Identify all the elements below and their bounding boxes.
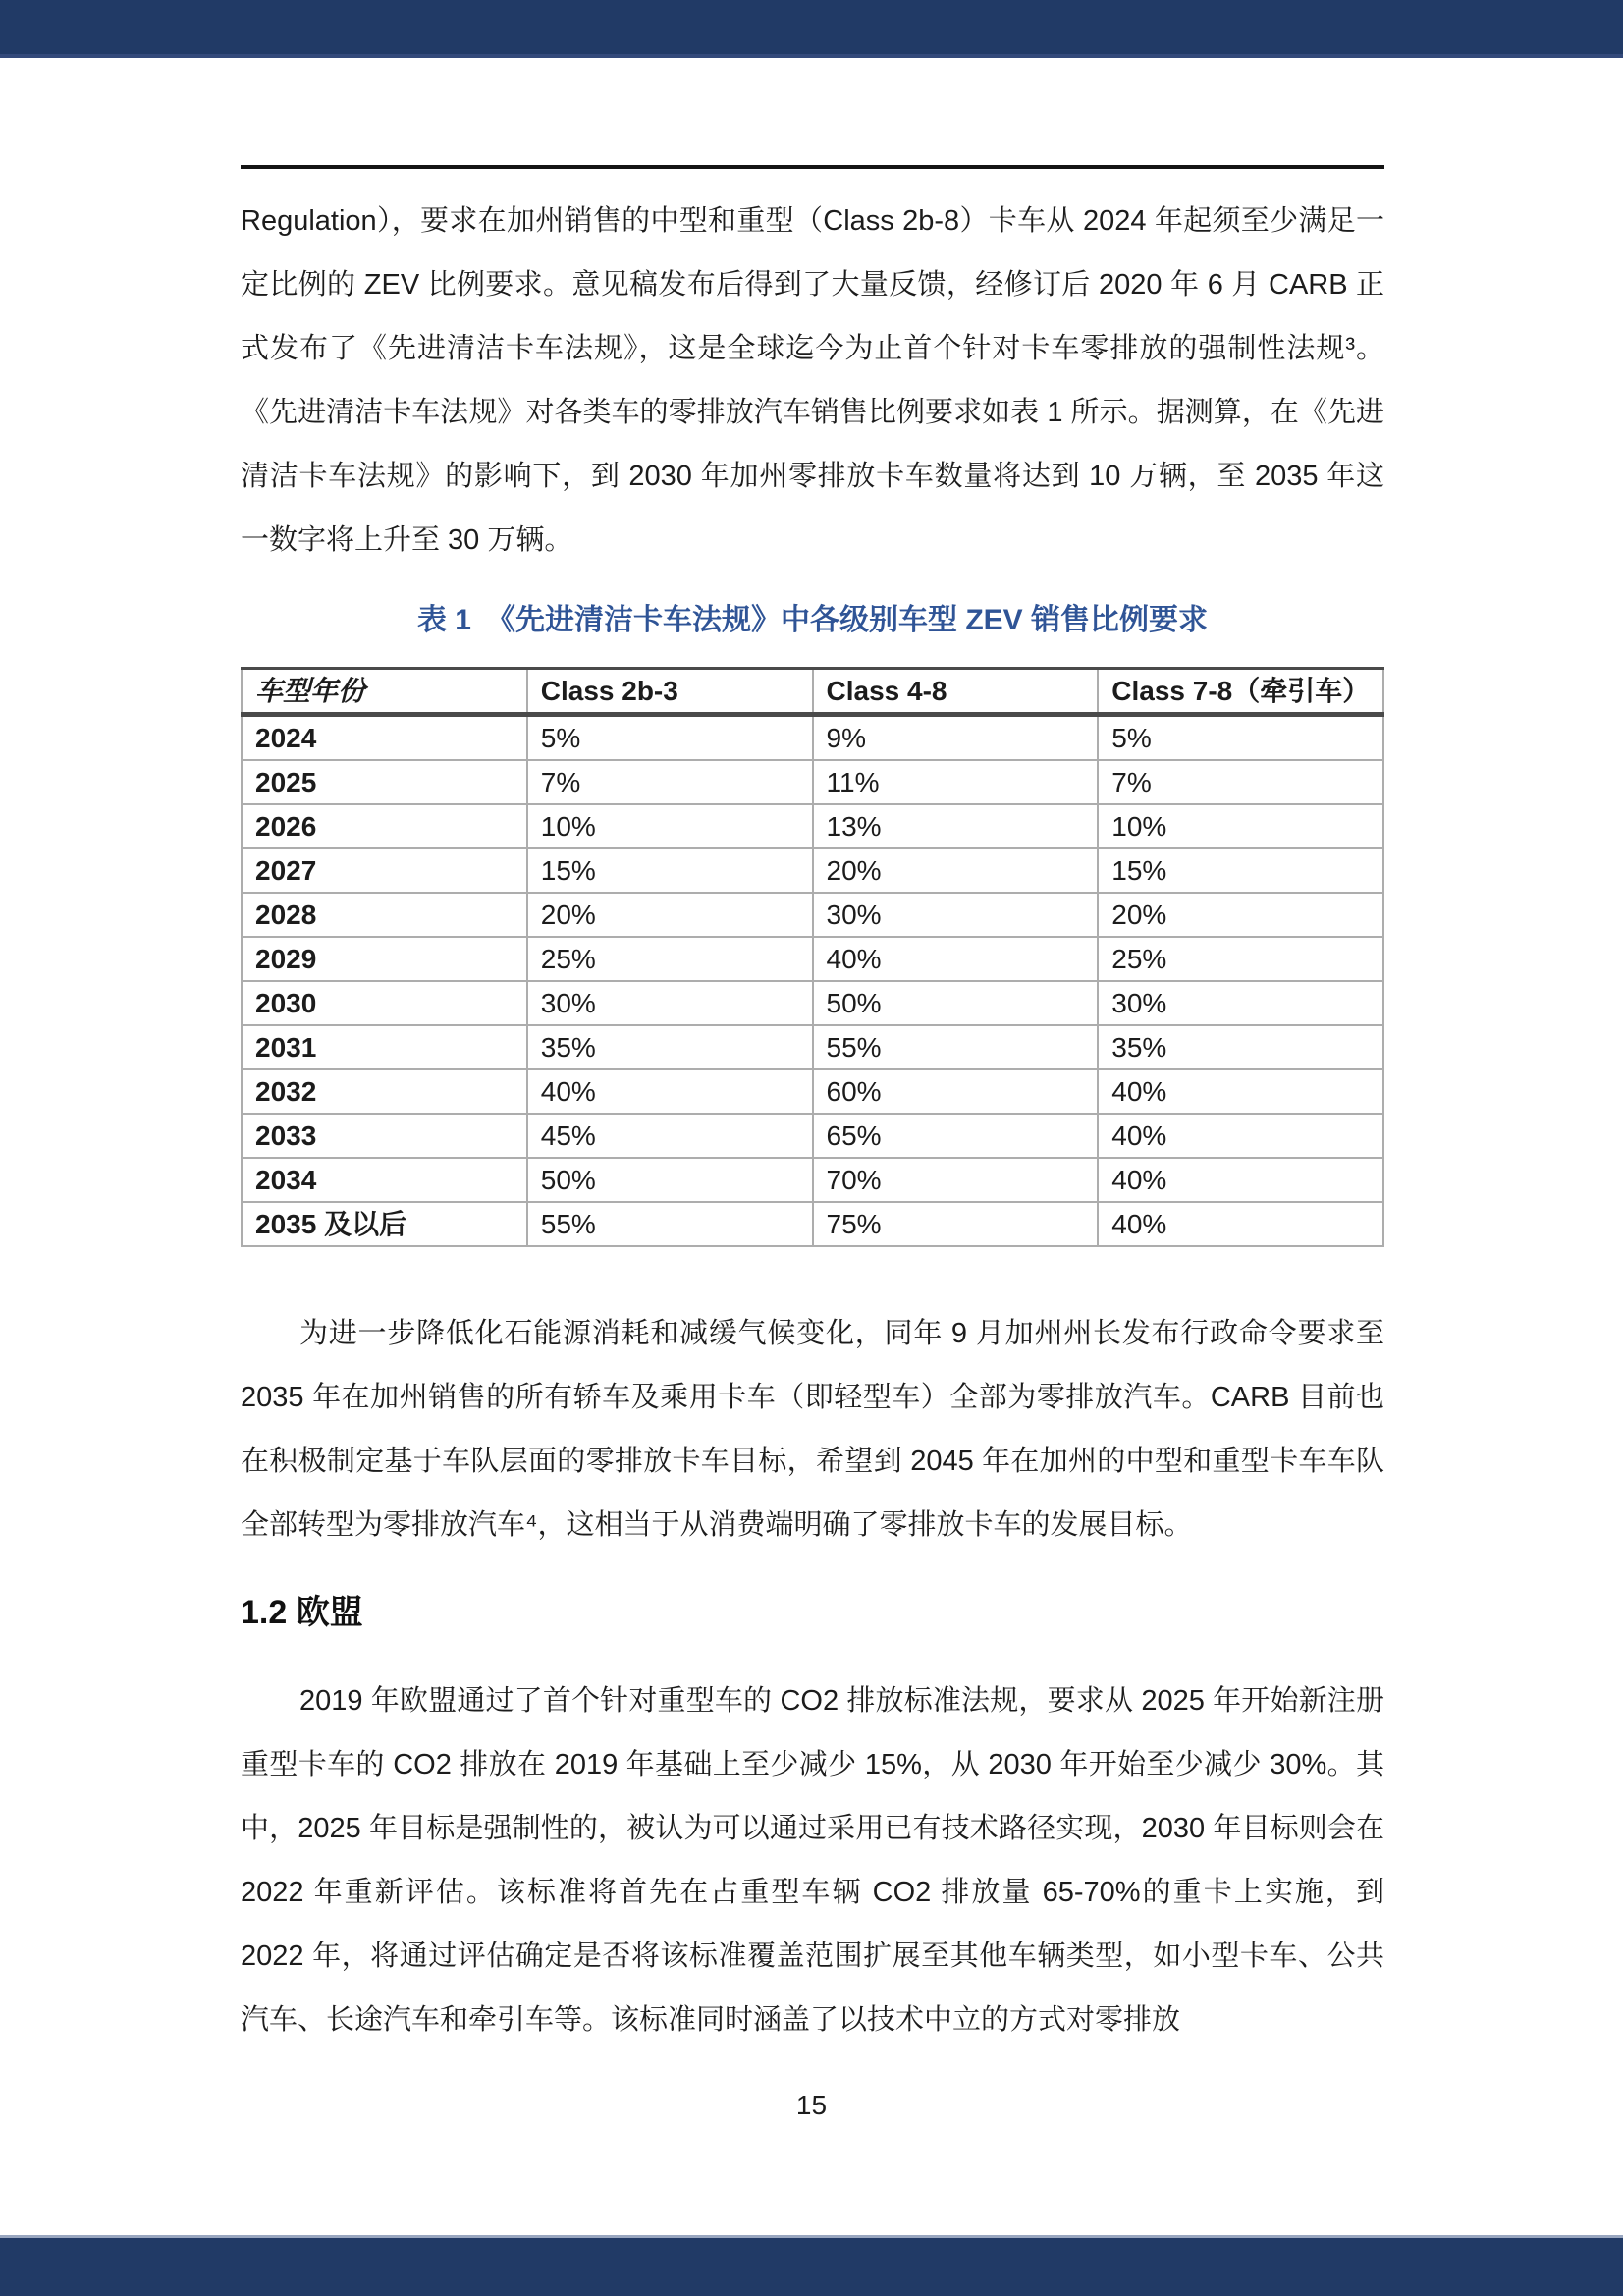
header-cell-model-year: 车型年份 <box>242 669 527 715</box>
value-cell: 70% <box>813 1158 1099 1202</box>
table-row <box>242 804 1383 848</box>
table-row <box>242 1069 1383 1114</box>
value-cell: 40% <box>1098 1158 1383 1202</box>
value-cell: 55% <box>527 1202 813 1246</box>
value-cell: 7% <box>527 760 813 804</box>
year-cell: 2031 <box>242 1025 527 1069</box>
paragraph-california-targets: 为进一步降低化石能源消耗和减缓气候变化，同年 9 月加州州长发布行政命令要求至 2035 年在加州销售的所有轿车及乘用卡车（即轻型车）全部为零排放汽车。CARB 目前也在积极制定基于车队层面的零排放卡车目标，希望到 2045 年在加州的中型和重型卡车车队全部转型为零排放汽车⁴，这相当于从消费端明确了零排放卡车的发展目标。 <box>241 1318 1384 1541</box>
value-cell: 45% <box>527 1114 813 1158</box>
table-title: 表 1 《先进清洁卡车法规》中各级别车型 ZEV 销售比例要求 <box>416 604 1209 636</box>
table-row <box>242 715 1383 761</box>
table-row <box>242 760 1383 804</box>
table-row <box>242 1158 1383 1202</box>
year-cell: 2024 <box>242 715 527 761</box>
table-row <box>242 1202 1383 1246</box>
value-cell: 25% <box>1098 937 1383 981</box>
value-cell: 35% <box>527 1025 813 1069</box>
page-content <box>241 165 1384 2052</box>
value-cell: 7% <box>1098 760 1383 804</box>
top-banner <box>0 0 1623 58</box>
year-cell: 2033 <box>242 1114 527 1158</box>
table-row <box>242 893 1383 937</box>
value-cell: 30% <box>1098 981 1383 1025</box>
year-cell: 2029 <box>242 937 527 981</box>
value-cell: 35% <box>1098 1025 1383 1069</box>
value-cell: 15% <box>1098 848 1383 893</box>
value-cell: 10% <box>527 804 813 848</box>
value-cell: 55% <box>813 1025 1099 1069</box>
table-header-row <box>242 669 1383 715</box>
header-rule <box>241 165 1384 169</box>
value-cell: 11% <box>813 760 1099 804</box>
header-cell-class-7-8: Class 7-8（牵引车） <box>1098 669 1383 715</box>
year-cell: 2032 <box>242 1069 527 1114</box>
page-number: 15 <box>795 2090 828 2120</box>
value-cell: 40% <box>1098 1069 1383 1114</box>
section-heading-eu: 1.2 欧盟 <box>241 1594 363 1631</box>
value-cell: 5% <box>1098 715 1383 761</box>
zev-table-body <box>242 715 1383 1247</box>
value-cell: 65% <box>813 1114 1099 1158</box>
value-cell: 30% <box>527 981 813 1025</box>
paragraph-intro: Regulation），要求在加州销售的中型和重型（Class 2b-8）卡车从 2024 年起须至少满足一定比例的 ZEV 比例要求。意见稿发布后得到了大量反馈，经修订后 2020 年 6 月 CARB 正式发布了《先进清洁卡车法规》，这是全球迄今为止首个针对卡车零排放的强制性法规³。《先进清洁卡车法规》对各类车的零排放汽车销售比例要求如表 1 所示。据测算，在《先进清洁卡车法规》的影响下，到 2030 年加州零排放卡车数量将达到 10 万辆，至 2035 年这一数字将上升至 30 万辆。 <box>241 205 1384 556</box>
table-row <box>242 981 1383 1025</box>
value-cell: 13% <box>813 804 1099 848</box>
value-cell: 15% <box>527 848 813 893</box>
value-cell: 20% <box>1098 893 1383 937</box>
table-row <box>242 937 1383 981</box>
value-cell: 10% <box>1098 804 1383 848</box>
year-cell: 2035 及以后 <box>242 1202 527 1246</box>
value-cell: 9% <box>813 715 1099 761</box>
header-cell-class-4-8: Class 4-8 <box>813 669 1099 715</box>
value-cell: 75% <box>813 1202 1099 1246</box>
value-cell: 20% <box>813 848 1099 893</box>
year-cell: 2027 <box>242 848 527 893</box>
year-cell: 2025 <box>242 760 527 804</box>
value-cell: 40% <box>527 1069 813 1114</box>
header-cell-class-2b-3: Class 2b-3 <box>527 669 813 715</box>
value-cell: 60% <box>813 1069 1099 1114</box>
bottom-banner <box>0 2235 1623 2296</box>
value-cell: 5% <box>527 715 813 761</box>
year-cell: 2028 <box>242 893 527 937</box>
table-row <box>242 1114 1383 1158</box>
year-cell: 2030 <box>242 981 527 1025</box>
year-cell: 2034 <box>242 1158 527 1202</box>
value-cell: 25% <box>527 937 813 981</box>
table-row <box>242 1025 1383 1069</box>
paragraph-eu-co2-standards: 2019 年欧盟通过了首个针对重型车的 CO2 排放标准法规，要求从 2025 年开始新注册重型卡车的 CO2 排放在 2019 年基础上至少减少 15%，从 2030 年开始至少减少 30%。其中，2025 年目标是强制性的，被认为可以通过采用已有技术路径实现，2030 年目标则会在 2022 年重新评估。该标准将首先在占重型车辆 CO2 排放量 65-70%的重卡上实施，到 2022 年，将通过评估确定是否将该标准覆盖范围扩展至其他车辆类型，如小型卡车、公共汽车、长途汽车和牵引车等。该标准同时涵盖了以技术中立的方式对零排放 <box>241 1685 1384 2036</box>
value-cell: 40% <box>1098 1114 1383 1158</box>
year-cell: 2026 <box>242 804 527 848</box>
value-cell: 20% <box>527 893 813 937</box>
value-cell: 40% <box>1098 1202 1383 1246</box>
value-cell: 50% <box>813 981 1099 1025</box>
value-cell: 30% <box>813 893 1099 937</box>
value-cell: 50% <box>527 1158 813 1202</box>
value-cell: 40% <box>813 937 1099 981</box>
table-row <box>242 848 1383 893</box>
zev-sales-table <box>241 667 1384 1247</box>
